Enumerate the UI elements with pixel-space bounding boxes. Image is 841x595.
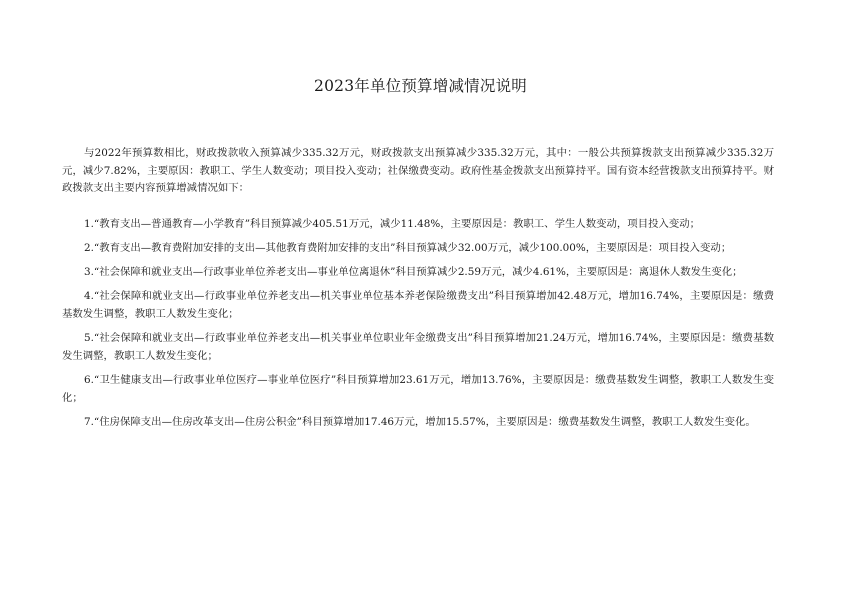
list-item: 4.“社会保障和就业支出—行政事业单位养老支出—机关事业单位基本养老保险缴费支出”科目预算增加42.48万元，增加16.74%，主要原因是：缴费基数发生调整，教职工人数发生变化； [62, 290, 774, 320]
list-item: 1.“教育支出—普通教育—小学教育”科目预算减少405.51万元，减少11.48%，主要原因是：教职工、学生人数变动，项目投入变动； [84, 218, 701, 230]
document-title: 2023年单位预算增减情况说明 [314, 77, 527, 95]
intro-paragraph: 与2022年预算数相比，财政拨款收入预算减少335.32万元，财政拨款支出预算减少335.32万元，其中：一般公共预算拨款支出预算减少335.32万元，减少7.82%，主要原因：教职工、学生人数变动；项目投入变动；社保缴费变动。政府性基金拨款支出预算持平。国有资本经营拨款支出预算持平。财政拨款支出主要内容预算增减情况如下： [62, 147, 774, 195]
list-item: 5.“社会保障和就业支出—行政事业单位养老支出—机关事业单位职业年金缴费支出”科目预算增加21.24万元，增加16.74%，主要原因是：缴费基数发生调整，教职工人数发生变化； [62, 332, 774, 362]
list-item: 3.“社会保障和就业支出—行政事业单位养老支出—事业单位离退休”科目预算减少2.59万元，减少4.61%，主要原因是：离退休人数发生变化； [84, 266, 743, 278]
list-item: 7.“住房保障支出—住房改革支出—住房公积金”科目预算增加17.46万元，增加15.57%，主要原因是：缴费基数发生调整，教职工人数发生变化。 [84, 416, 756, 428]
list-item: 2.“教育支出—教育费附加安排的支出—其他教育费附加安排的支出”科目预算减少32.00万元，减少100.00%，主要原因是：项目投入变动； [84, 242, 732, 254]
item-list [62, 215, 774, 437]
list-item: 6.“卫生健康支出—行政事业单位医疗—事业单位医疗”科目预算增加23.61万元，增加13.76%，主要原因是：缴费基数发生调整，教职工人数发生变化； [62, 374, 774, 404]
